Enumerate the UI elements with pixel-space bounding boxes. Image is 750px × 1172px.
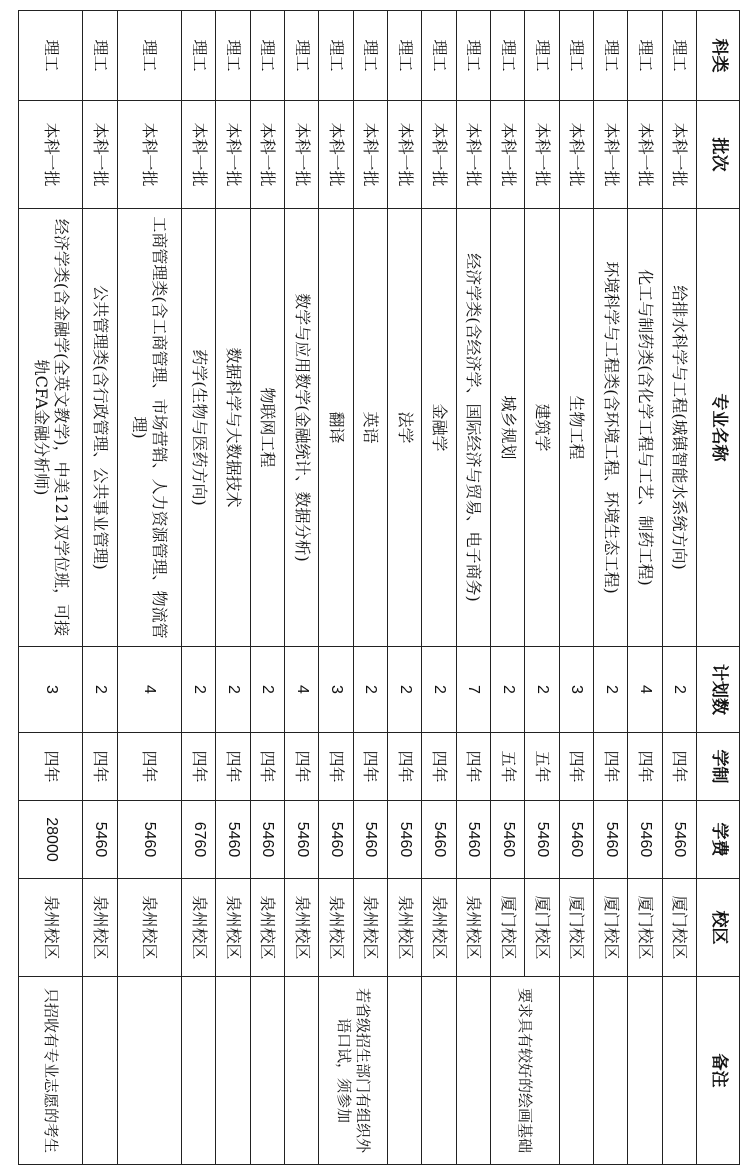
batch-cell: 本科一批 <box>456 101 490 209</box>
batch-cell: 本科一批 <box>83 101 117 209</box>
column-header: 学制 <box>697 733 740 801</box>
duration-cell: 四年 <box>216 733 250 801</box>
subject-cell: 理工 <box>593 11 627 101</box>
table-row <box>662 11 696 1165</box>
batch-cell: 本科一批 <box>284 101 318 209</box>
admission-plan-table <box>18 10 740 1165</box>
note-cell <box>456 977 490 1165</box>
tuition-cell: 5460 <box>216 801 250 879</box>
subject-cell: 理工 <box>284 11 318 101</box>
tuition-cell: 5460 <box>593 801 627 879</box>
subject-cell: 理工 <box>387 11 421 101</box>
table-row <box>525 11 559 1165</box>
quota-cell: 2 <box>593 647 627 733</box>
campus-cell: 泉州校区 <box>19 879 83 977</box>
note-cell <box>181 977 215 1165</box>
batch-cell: 本科一批 <box>117 101 181 209</box>
major-cell: 药学(生物与医药方向) <box>181 209 215 647</box>
campus-cell: 泉州校区 <box>117 879 181 977</box>
campus-cell: 泉州校区 <box>250 879 284 977</box>
note-cell <box>593 977 627 1165</box>
campus-cell: 泉州校区 <box>284 879 318 977</box>
duration-cell: 五年 <box>525 733 559 801</box>
subject-cell: 理工 <box>181 11 215 101</box>
duration-cell: 四年 <box>387 733 421 801</box>
batch-cell: 本科一批 <box>387 101 421 209</box>
duration-cell: 四年 <box>319 733 353 801</box>
batch-cell: 本科一批 <box>422 101 456 209</box>
batch-cell: 本科一批 <box>19 101 83 209</box>
note-cell <box>117 977 181 1165</box>
campus-cell: 泉州校区 <box>319 879 353 977</box>
tuition-cell: 5460 <box>662 801 696 879</box>
subject-cell: 理工 <box>216 11 250 101</box>
campus-cell: 泉州校区 <box>353 879 387 977</box>
tuition-cell: 5460 <box>490 801 524 879</box>
batch-cell: 本科一批 <box>250 101 284 209</box>
tuition-cell: 5460 <box>387 801 421 879</box>
quota-cell: 2 <box>216 647 250 733</box>
batch-cell: 本科一批 <box>593 101 627 209</box>
subject-cell: 理工 <box>353 11 387 101</box>
campus-cell: 泉州校区 <box>216 879 250 977</box>
column-header: 计划数 <box>697 647 740 733</box>
batch-cell: 本科一批 <box>628 101 662 209</box>
table-row <box>559 11 593 1165</box>
note-cell <box>250 977 284 1165</box>
major-cell: 环境科学与工程类(含环境工程、环境生态工程) <box>593 209 627 647</box>
quota-cell: 4 <box>117 647 181 733</box>
column-header: 备注 <box>697 977 740 1165</box>
tuition-cell: 5460 <box>559 801 593 879</box>
table-row <box>19 11 83 1165</box>
major-cell: 给排水科学与工程(城镇智能水系统方向) <box>662 209 696 647</box>
note-cell <box>559 977 593 1165</box>
note-cell: 要求具有较好的绘画基础 <box>490 977 559 1165</box>
batch-cell: 本科一批 <box>490 101 524 209</box>
column-header: 批次 <box>697 101 740 209</box>
campus-cell: 厦门校区 <box>628 879 662 977</box>
table-row <box>628 11 662 1165</box>
major-cell: 工商管理类(含工商管理、市场营销、人力资源管理、物流管理) <box>117 209 181 647</box>
major-cell: 数据科学与大数据技术 <box>216 209 250 647</box>
note-cell <box>387 977 421 1165</box>
major-cell: 物联网工程 <box>250 209 284 647</box>
campus-cell: 厦门校区 <box>559 879 593 977</box>
major-cell: 公共管理类(含行政管理、公共事业管理) <box>83 209 117 647</box>
tuition-cell: 5460 <box>117 801 181 879</box>
campus-cell: 厦门校区 <box>662 879 696 977</box>
duration-cell: 四年 <box>284 733 318 801</box>
campus-cell: 泉州校区 <box>456 879 490 977</box>
table-row <box>117 11 181 1165</box>
note-cell <box>284 977 318 1165</box>
batch-cell: 本科一批 <box>559 101 593 209</box>
table-row <box>456 11 490 1165</box>
quota-cell: 2 <box>353 647 387 733</box>
column-header: 科类 <box>697 11 740 101</box>
major-cell: 数学与应用数学(金融统计、数据分析) <box>284 209 318 647</box>
table-row <box>593 11 627 1165</box>
quota-cell: 3 <box>319 647 353 733</box>
table-row <box>83 11 117 1165</box>
duration-cell: 四年 <box>353 733 387 801</box>
duration-cell: 四年 <box>181 733 215 801</box>
header-row <box>697 11 740 1165</box>
tuition-cell: 5460 <box>525 801 559 879</box>
tuition-cell: 5460 <box>319 801 353 879</box>
quota-cell: 3 <box>19 647 83 733</box>
tuition-cell: 6760 <box>181 801 215 879</box>
note-cell <box>628 977 662 1165</box>
quota-cell: 2 <box>422 647 456 733</box>
note-cell: 若省级招生部门有组织外语口试，须参加 <box>319 977 388 1165</box>
duration-cell: 四年 <box>19 733 83 801</box>
note-cell <box>216 977 250 1165</box>
campus-cell: 泉州校区 <box>83 879 117 977</box>
campus-cell: 厦门校区 <box>490 879 524 977</box>
duration-cell: 四年 <box>593 733 627 801</box>
subject-cell: 理工 <box>83 11 117 101</box>
major-cell: 经济学类(含经济学、国际经济与贸易、电子商务) <box>456 209 490 647</box>
major-cell: 生物工程 <box>559 209 593 647</box>
quota-cell: 2 <box>83 647 117 733</box>
duration-cell: 四年 <box>83 733 117 801</box>
table-row <box>181 11 215 1165</box>
subject-cell: 理工 <box>525 11 559 101</box>
subject-cell: 理工 <box>456 11 490 101</box>
tuition-cell: 5460 <box>456 801 490 879</box>
subject-cell: 理工 <box>628 11 662 101</box>
quota-cell: 2 <box>490 647 524 733</box>
quota-cell: 2 <box>525 647 559 733</box>
quota-cell: 2 <box>181 647 215 733</box>
column-header: 专业名称 <box>697 209 740 647</box>
tuition-cell: 5460 <box>353 801 387 879</box>
note-cell <box>662 977 696 1165</box>
major-cell: 金融学 <box>422 209 456 647</box>
column-header: 学费 <box>697 801 740 879</box>
batch-cell: 本科一批 <box>353 101 387 209</box>
campus-cell: 厦门校区 <box>593 879 627 977</box>
quota-cell: 2 <box>250 647 284 733</box>
campus-cell: 泉州校区 <box>181 879 215 977</box>
duration-cell: 五年 <box>490 733 524 801</box>
tuition-cell: 5460 <box>284 801 318 879</box>
table-row <box>216 11 250 1165</box>
table-body <box>19 11 697 1165</box>
quota-cell: 4 <box>628 647 662 733</box>
table-row <box>422 11 456 1165</box>
tuition-cell: 5460 <box>250 801 284 879</box>
major-cell: 经济学类(含金融学(全英文教学)，中美121双学位班，可接轨CFA金融分析师) <box>19 209 83 647</box>
subject-cell: 理工 <box>250 11 284 101</box>
note-cell: 只招收有专业志愿的考生 <box>19 977 83 1165</box>
major-cell: 城乡规划 <box>490 209 524 647</box>
subject-cell: 理工 <box>19 11 83 101</box>
table-row <box>284 11 318 1165</box>
duration-cell: 四年 <box>250 733 284 801</box>
batch-cell: 本科一批 <box>216 101 250 209</box>
campus-cell: 厦门校区 <box>525 879 559 977</box>
batch-cell: 本科一批 <box>662 101 696 209</box>
duration-cell: 四年 <box>456 733 490 801</box>
subject-cell: 理工 <box>422 11 456 101</box>
tuition-cell: 28000 <box>19 801 83 879</box>
quota-cell: 7 <box>456 647 490 733</box>
subject-cell: 理工 <box>117 11 181 101</box>
major-cell: 化工与制药类(含化学工程与工艺、制药工程) <box>628 209 662 647</box>
quota-cell: 3 <box>559 647 593 733</box>
major-cell: 英语 <box>353 209 387 647</box>
tuition-cell: 5460 <box>83 801 117 879</box>
duration-cell: 四年 <box>422 733 456 801</box>
subject-cell: 理工 <box>559 11 593 101</box>
quota-cell: 4 <box>284 647 318 733</box>
major-cell: 建筑学 <box>525 209 559 647</box>
campus-cell: 泉州校区 <box>422 879 456 977</box>
subject-cell: 理工 <box>319 11 353 101</box>
duration-cell: 四年 <box>117 733 181 801</box>
duration-cell: 四年 <box>628 733 662 801</box>
table-row <box>387 11 421 1165</box>
table-row <box>250 11 284 1165</box>
batch-cell: 本科一批 <box>319 101 353 209</box>
note-cell <box>83 977 117 1165</box>
batch-cell: 本科一批 <box>181 101 215 209</box>
note-cell <box>422 977 456 1165</box>
tuition-cell: 5460 <box>628 801 662 879</box>
quota-cell: 2 <box>662 647 696 733</box>
major-cell: 法学 <box>387 209 421 647</box>
column-header: 校区 <box>697 879 740 977</box>
campus-cell: 泉州校区 <box>387 879 421 977</box>
duration-cell: 四年 <box>662 733 696 801</box>
subject-cell: 理工 <box>490 11 524 101</box>
batch-cell: 本科一批 <box>525 101 559 209</box>
quota-cell: 2 <box>387 647 421 733</box>
table-row <box>353 11 387 1165</box>
duration-cell: 四年 <box>559 733 593 801</box>
tuition-cell: 5460 <box>422 801 456 879</box>
major-cell: 翻译 <box>319 209 353 647</box>
subject-cell: 理工 <box>662 11 696 101</box>
